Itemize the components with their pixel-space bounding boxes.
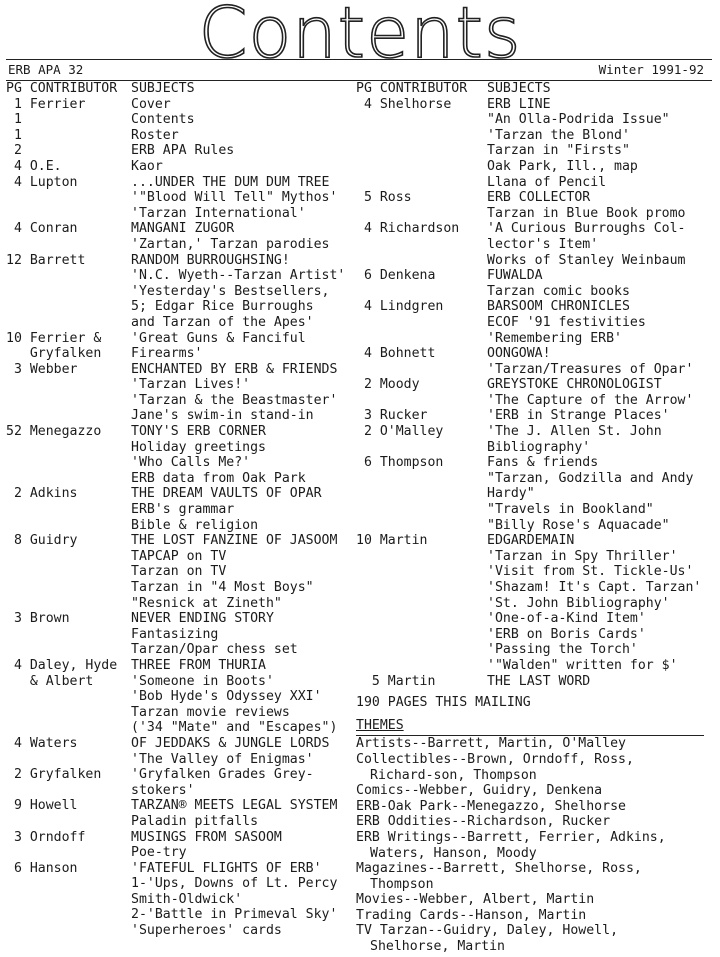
- page-contributor: 1: [6, 127, 22, 143]
- contents-entry: [356, 190, 718, 221]
- subject-list: [131, 424, 346, 486]
- subject-line: Llana of Pencil: [487, 174, 607, 190]
- subject-list: [131, 830, 346, 861]
- subject-line: Fans & friends: [487, 455, 599, 471]
- contents-entry: [6, 128, 346, 144]
- contents-entry: [6, 112, 346, 128]
- left-entry-list: [6, 97, 346, 939]
- right-column: [356, 81, 718, 955]
- subject-line: 'The J. Allen St. John: [487, 424, 662, 440]
- subject-line: 'St. John Bibliography': [487, 595, 670, 611]
- subject-line: 'Tarzan & the Beastmaster': [131, 392, 338, 408]
- subject-list: [131, 143, 346, 159]
- subject-line: 'Gryfalken Grades Grey-: [131, 767, 314, 783]
- page-contributor: 1: [6, 112, 22, 128]
- subject-line: 'Yesterday's Bestsellers,: [131, 283, 330, 299]
- page-contributor: 4 Waters: [6, 735, 78, 751]
- subject-list: [487, 377, 718, 408]
- themes-heading: THEMES: [356, 717, 404, 733]
- subject-line: "An Olla-Podrida Issue": [487, 112, 670, 128]
- subject-list: [487, 299, 718, 346]
- subject-line: 'N.C. Wyeth--Tarzan Artist': [131, 268, 346, 284]
- subject-line: Works of Stanley Weinbaum: [487, 252, 686, 268]
- page-contributor: 4 Lupton: [6, 174, 78, 190]
- subject-line: Jane's swim-in stand-in: [131, 408, 314, 424]
- subject-line: NEVER ENDING STORY: [131, 611, 274, 627]
- contents-entry: [356, 346, 718, 377]
- page-contributor: 3 Orndoff: [6, 829, 86, 845]
- subject-line: 'The Valley of Enigmas': [131, 751, 314, 767]
- subject-line: 'A Curious Burroughs Col-: [487, 221, 686, 237]
- page-contributor: 4 Richardson: [356, 221, 460, 237]
- right-entry-list: [356, 97, 718, 690]
- subject-list: [131, 175, 346, 222]
- subject-line: "Billy Rose's Aquacade": [487, 517, 670, 533]
- subject-line: Contents: [131, 112, 195, 128]
- subject-line: THE LAST WORD: [487, 673, 591, 689]
- subject-line: lector's Item': [487, 236, 599, 252]
- page-contributor: 4 Bohnett: [356, 346, 436, 362]
- subject-line: 'Great Guns & Fanciful: [131, 330, 306, 346]
- subject-line: 'One-of-a-Kind Item': [487, 611, 646, 627]
- subject-line: EDGARDEMAIN: [487, 533, 575, 549]
- contents-entry: [356, 533, 718, 673]
- contents-entry: [356, 221, 718, 268]
- subject-line: "Resnick at Zineth": [131, 595, 282, 611]
- subject-line: ERB data from Oak Park: [131, 470, 306, 486]
- contents-entry: [356, 408, 718, 424]
- subject-list: [131, 798, 346, 829]
- subject-line: 'Tarzan Lives!': [131, 377, 251, 393]
- theme-item: Trading Cards--Hanson, Martin: [356, 907, 587, 923]
- subject-line: Tarzan in "4 Most Boys": [131, 580, 314, 595]
- subject-line: ECOF '91 festivities: [487, 314, 646, 330]
- subject-line: 1-'Ups, Downs of Lt. Percy: [131, 876, 338, 892]
- subject-line: TONY'S ERB CORNER: [131, 424, 266, 440]
- contents-entry: [6, 143, 346, 159]
- subject-line: ENCHANTED BY ERB & FRIENDS: [131, 361, 338, 377]
- subject-line: 'Tarzan the Blond': [487, 127, 630, 143]
- subject-line: THE DREAM VAULTS OF OPAR: [131, 486, 322, 502]
- subject-line: Poe-try: [131, 845, 187, 861]
- theme-item: Comics--Webber, Guidry, Denkena: [356, 783, 603, 799]
- theme-item: TV Tarzan--Guidry, Daley, Howell, Shelhorse, Martin: [356, 923, 619, 955]
- subject-line: '"Walden" written for $': [487, 657, 678, 673]
- page-contributor: 3 Brown: [6, 611, 70, 627]
- contents-entry: [6, 486, 346, 533]
- issue-date: Winter 1991-92: [598, 62, 704, 77]
- subject-line: GREYSTOKE CHRONOLOGIST: [487, 377, 662, 393]
- contents-entry: [6, 175, 346, 222]
- subject-line: 'Superheroes' cards: [131, 923, 282, 939]
- subject-line: 'Tarzan/Treasures of Opar': [487, 361, 694, 377]
- subject-line: Fantasizing: [131, 626, 219, 642]
- subject-list: [131, 97, 346, 113]
- subject-line: 'The Capture of the Arrow': [487, 392, 694, 408]
- contents-entry: [6, 159, 346, 175]
- subject-list: [131, 533, 346, 611]
- contents-entry: [356, 455, 718, 533]
- subject-line: 'Remembering ERB': [487, 330, 622, 346]
- theme-item: ERB-Oak Park--Menegazzo, Shelhorse: [356, 798, 626, 814]
- page-contributor: 5 Martin: [356, 673, 436, 689]
- page-contributor: 4 Conran: [6, 221, 78, 237]
- contents-entry: [356, 424, 718, 455]
- subject-line: 'Shazam! It's Capt. Tarzan': [487, 580, 702, 595]
- subject-list: [131, 362, 346, 424]
- subject-line: Bible & religion: [131, 517, 259, 533]
- subject-line: stokers': [131, 782, 195, 798]
- subject-list: [131, 611, 346, 658]
- contents-entry: [6, 362, 346, 424]
- subject-line: 'Passing the Torch': [487, 642, 638, 658]
- contents-entry: [6, 861, 346, 939]
- subject-line: Tarzan in Blue Book promo: [487, 205, 686, 221]
- subject-list: [487, 221, 718, 268]
- subject-list: [131, 861, 346, 939]
- subject-line: 'FATEFUL FLIGHTS OF ERB': [131, 860, 322, 876]
- page-contributor: 12 Barrett: [6, 252, 86, 268]
- subject-list: [131, 658, 346, 736]
- contents-entry: [6, 658, 346, 736]
- subject-line: Smith-Oldwick': [131, 891, 243, 907]
- subject-line: ERB COLLECTOR: [487, 190, 591, 206]
- contents-entry: [356, 299, 718, 346]
- contents-entry: [6, 798, 346, 829]
- subject-list: [487, 97, 718, 191]
- subject-line: Tarzan in "Firsts": [487, 143, 630, 159]
- subject-line: 'Visit from St. Tickle-Us': [487, 564, 694, 580]
- issue-name: ERB APA 32: [8, 62, 84, 77]
- pg-contributor-header: PG CONTRIBUTOR: [6, 81, 118, 96]
- page-contributor: 2 Moody: [356, 377, 420, 393]
- themes-list: [356, 735, 704, 954]
- page-contributor: 4 O.E.: [6, 158, 62, 174]
- subject-line: '"Blood Will Tell" Mythos': [131, 190, 338, 206]
- page-contributor: 4 Lindgren: [356, 299, 444, 315]
- subject-line: TARZAN® MEETS LEGAL SYSTEM: [131, 798, 338, 814]
- contents-entry: [356, 674, 718, 690]
- subject-line: ('34 "Mate" and "Escapes"): [131, 720, 338, 736]
- subject-line: 5; Edgar Rice Burroughs: [131, 299, 314, 315]
- contents-entry: [6, 611, 346, 658]
- page-contributor: 2: [6, 143, 22, 159]
- contents-entry: [6, 97, 346, 113]
- theme-item: ERB Writings--Barrett, Ferrier, Adkins, Waters, Hanson, Moody: [356, 829, 666, 861]
- subject-line: 'ERB in Strange Places': [487, 408, 670, 424]
- subject-line: 'ERB on Boris Cards': [487, 626, 646, 642]
- subject-line: Hardy": [487, 486, 535, 502]
- subject-line: Roster: [131, 127, 179, 143]
- page-contributor: 2 O'Malley: [356, 424, 444, 440]
- page-contributor: 3 Webber: [6, 361, 78, 377]
- page-contributor: 6 Hanson: [6, 860, 78, 876]
- subject-line: BARSOOM CHRONICLES: [487, 299, 630, 315]
- subject-list: [487, 424, 718, 455]
- subject-list: [131, 159, 346, 175]
- page-contributor: 3 Rucker: [356, 408, 428, 424]
- subject-line: THREE FROM THURIA: [131, 657, 266, 673]
- page-contributor: 52 Menegazzo: [6, 424, 102, 440]
- subject-line: "Travels in Bookland": [487, 502, 654, 518]
- page-contributor: 6 Denkena: [356, 268, 436, 284]
- issue-bar: [6, 59, 712, 81]
- contents-entry: [6, 830, 346, 861]
- contents-entry: [356, 377, 718, 408]
- contents-entry: [6, 736, 346, 767]
- subject-line: Tarzan comic books: [487, 283, 630, 299]
- subject-line: and Tarzan of the Apes': [131, 314, 314, 330]
- subject-line: MUSINGS FROM SASOOM: [131, 829, 282, 845]
- subject-line: Cover: [131, 96, 171, 112]
- subject-line: 'Who Calls Me?': [131, 455, 251, 471]
- contents-entry: [6, 253, 346, 331]
- subject-line: THE LOST FANZINE OF JASOOM: [131, 533, 338, 549]
- subject-line: 'Someone in Boots': [131, 673, 274, 689]
- subject-line: OONGOWA!: [487, 346, 551, 362]
- subject-list: [131, 767, 346, 798]
- contents-entry: [6, 767, 346, 798]
- subjects-header: SUBJECTS: [131, 81, 195, 96]
- theme-item: Collectibles--Brown, Orndoff, Ross, Richard-son, Thompson: [356, 751, 634, 783]
- subject-list: [131, 112, 346, 128]
- subject-list: [131, 486, 346, 533]
- subject-list: [487, 674, 718, 690]
- subject-line: Paladin pitfalls: [131, 813, 259, 829]
- page-contributor: 10 Martin: [356, 533, 428, 549]
- column-header: [356, 81, 718, 97]
- subject-line: Oak Park, Ill., map: [487, 158, 638, 174]
- subject-line: ERB's grammar: [131, 502, 235, 518]
- page-contributor: 5 Ross: [356, 190, 412, 206]
- subject-line: RANDOM BURROUGHSING!: [131, 252, 290, 268]
- subject-line: MANGANI ZUGOR: [131, 221, 235, 237]
- subject-line: Tarzan movie reviews: [131, 704, 290, 720]
- subjects-header: SUBJECTS: [487, 81, 551, 96]
- contents-entry: [356, 268, 718, 299]
- subject-line: 'Zartan,' Tarzan parodies: [131, 236, 330, 252]
- theme-item: Artists--Barrett, Martin, O'Malley: [356, 736, 626, 752]
- subject-list: [487, 268, 718, 299]
- contents-entry: [6, 424, 346, 486]
- left-column: [6, 81, 346, 939]
- contents-entry: [6, 331, 346, 362]
- subject-line: Kaor: [131, 158, 163, 174]
- page-contributor: 2 Gryfalken: [6, 767, 102, 783]
- contents-entry: [356, 97, 718, 191]
- page-contributor: 6 Thompson: [356, 455, 444, 471]
- page-contributor: 10 Ferrier & Gryfalken: [6, 330, 102, 362]
- page-title: Contents: [198, 0, 522, 74]
- subject-list: [131, 736, 346, 767]
- subject-line: Bibliography': [487, 439, 591, 455]
- subject-line: ERB APA Rules: [131, 143, 235, 159]
- subject-line: 'Tarzan International': [131, 205, 306, 221]
- subject-list: [487, 408, 718, 424]
- theme-item: Magazines--Barrett, Shelhorse, Ross, Thompson: [356, 861, 642, 892]
- subject-list: [487, 190, 718, 221]
- subject-line: Firearms': [131, 346, 203, 362]
- subject-list: [131, 128, 346, 144]
- subject-line: FUWALDA: [487, 268, 543, 284]
- page-contributor: 4 Daley, Hyde & Albert: [13, 657, 118, 689]
- subject-line: Tarzan on TV: [131, 564, 227, 580]
- column-header: [6, 81, 346, 97]
- subject-list: [487, 346, 718, 377]
- pg-contributor-header: PG CONTRIBUTOR: [356, 81, 468, 96]
- theme-item: ERB Oddities--Richardson, Rucker: [356, 814, 611, 830]
- subject-line: ...UNDER THE DUM DUM TREE: [131, 174, 330, 190]
- subject-line: ERB LINE: [487, 96, 551, 112]
- contents-entry: [6, 533, 346, 611]
- subject-line: 2-'Battle in Primeval Sky': [131, 907, 338, 923]
- subject-line: OF JEDDAKS & JUNGLE LORDS: [131, 735, 330, 751]
- subject-list: [131, 221, 346, 252]
- pages-total: 190 PAGES THIS MAILING: [356, 695, 531, 711]
- subject-list: [487, 533, 718, 673]
- subject-line: TAPCAP on TV: [131, 548, 227, 564]
- subject-line: 'Bob Hyde's Odyssey XXI': [131, 689, 322, 705]
- subject-list: [131, 253, 346, 331]
- page-contributor: 8 Guidry: [6, 533, 78, 549]
- subject-line: 'Tarzan in Spy Thriller': [487, 548, 678, 564]
- contents-entry: [6, 221, 346, 252]
- page-contributor: 1 Ferrier: [6, 96, 86, 112]
- page-contributor: 9 Howell: [6, 798, 78, 814]
- theme-item: Movies--Webber, Albert, Martin: [356, 892, 595, 908]
- subject-list: [487, 455, 718, 533]
- subject-line: Tarzan/Opar chess set: [131, 642, 298, 658]
- page-contributor: 2 Adkins: [6, 486, 78, 502]
- subject-line: Holiday greetings: [131, 439, 266, 455]
- page-contributor: 4 Shelhorse: [356, 96, 452, 112]
- subject-line: "Tarzan, Godzilla and Andy: [487, 470, 694, 486]
- subject-list: [131, 331, 346, 362]
